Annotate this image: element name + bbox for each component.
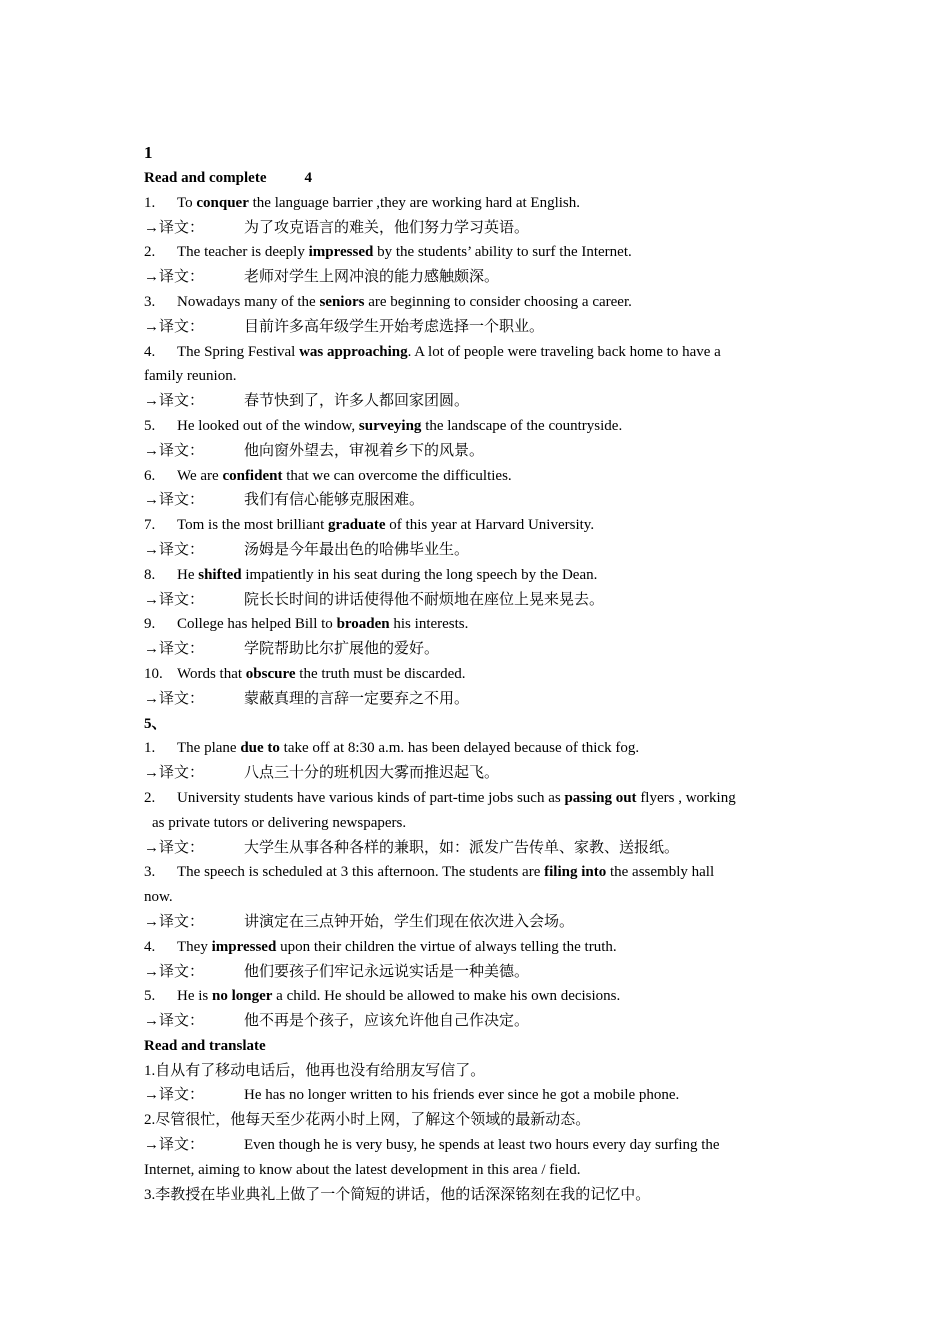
translation-label: →译文： bbox=[144, 963, 205, 980]
keyword: due to bbox=[240, 740, 280, 757]
translation-label: →译文： bbox=[144, 765, 205, 782]
keyword: shifted bbox=[198, 566, 242, 583]
part1-item bbox=[144, 414, 807, 464]
sentence bbox=[144, 414, 807, 439]
keyword: impressed bbox=[308, 244, 374, 261]
item-number: 8. bbox=[144, 566, 156, 583]
translation-label: →译文： bbox=[144, 219, 205, 236]
sentence-text: of this year at Harvard University. bbox=[385, 517, 595, 534]
sentence-text: He is bbox=[177, 988, 212, 1005]
translation-label: →译文： bbox=[144, 1087, 205, 1104]
keyword: confident bbox=[222, 467, 283, 484]
keyword: conquer bbox=[196, 194, 249, 211]
sentence-text: They bbox=[177, 938, 212, 955]
translation bbox=[144, 488, 807, 513]
sentence-text: the truth must be discarded. bbox=[295, 665, 466, 682]
translation-text: 春节快到了，许多人都回家团圆。 bbox=[244, 393, 470, 410]
translation-text: 院长长时间的讲话使得他不耐烦地在座位上晃来晃去。 bbox=[244, 591, 605, 608]
translation-text: 他不再是个孩子，应该允许他自己作决定。 bbox=[244, 1013, 530, 1030]
translation-label: →译文： bbox=[144, 839, 205, 856]
translation-label: →译文： bbox=[144, 641, 205, 658]
translation-text: He has no longer written to his friends ever since he got a mobile phone. bbox=[244, 1087, 680, 1104]
keyword: passing out bbox=[564, 789, 637, 806]
part1-heading-text: Read and complete bbox=[144, 170, 267, 186]
translation-text: 我们有信心能够克服困难。 bbox=[244, 492, 425, 509]
translation-label: →译文： bbox=[144, 492, 205, 509]
translation-label: →译文： bbox=[144, 393, 205, 410]
part2-item bbox=[144, 984, 807, 1034]
sentence-continuation: now. bbox=[144, 889, 173, 906]
sentence-text: Nowadays many of the bbox=[177, 293, 320, 310]
sentence bbox=[144, 612, 807, 637]
item-number: 2. bbox=[144, 789, 156, 806]
part2-heading: 5、 bbox=[144, 715, 167, 732]
part2-item bbox=[144, 736, 807, 786]
item-number: 1. bbox=[144, 740, 156, 757]
translation bbox=[144, 439, 807, 464]
sentence bbox=[144, 240, 807, 265]
sentence bbox=[144, 736, 807, 761]
translation-text: 目前许多高年级学生开始考虑选择一个职业。 bbox=[244, 318, 545, 335]
sentence bbox=[144, 860, 807, 885]
translation-label: →译文： bbox=[144, 269, 205, 286]
translation bbox=[144, 836, 807, 861]
keyword: broaden bbox=[336, 616, 390, 633]
part1-item bbox=[144, 290, 807, 340]
item-number: 4. bbox=[144, 343, 156, 360]
exercise-number: 4 bbox=[304, 170, 312, 186]
source-sentence: 1.自从有了移动电话后，他再也没有给朋友写信了。 bbox=[144, 1062, 486, 1079]
sentence-text: by the students’ ability to surf the Internet. bbox=[373, 244, 632, 261]
item-number: 3. bbox=[144, 293, 156, 310]
part3-item bbox=[144, 1059, 807, 1109]
translation bbox=[144, 1009, 807, 1034]
item-number: 7. bbox=[144, 517, 156, 534]
sentence-text: his interests. bbox=[389, 616, 469, 633]
item-number: 1. bbox=[144, 194, 156, 211]
sentence bbox=[144, 984, 807, 1009]
sentence bbox=[144, 464, 807, 489]
translation-label: →译文： bbox=[144, 442, 205, 459]
sentence bbox=[144, 290, 807, 315]
sentence bbox=[144, 513, 807, 538]
translation bbox=[144, 1083, 807, 1108]
sentence-continuation: as private tutors or delivering newspapers. bbox=[152, 814, 407, 831]
translation-label: →译文： bbox=[144, 1137, 205, 1154]
item-number: 5. bbox=[144, 417, 156, 434]
part1-item bbox=[144, 612, 807, 662]
source-sentence: 2.尽管很忙，他每天至少花两小时上网，了解这个领域的最新动态。 bbox=[144, 1112, 591, 1129]
sentence-text: flyers , working bbox=[636, 789, 736, 806]
translation-text: 学院帮助比尔扩展他的爱好。 bbox=[244, 641, 440, 658]
sentence-text: The speech is scheduled at 3 this afternoon. The students are bbox=[177, 864, 545, 881]
translation-label: →译文： bbox=[144, 690, 205, 707]
sentence-text: He looked out of the window, bbox=[177, 417, 359, 434]
translation bbox=[144, 538, 807, 563]
translation-text: 他向窗外望去，审视着乡下的风景。 bbox=[244, 442, 485, 459]
source-sentence: 3.李教授在毕业典礼上做了一个简短的讲话，他的话深深铭刻在我的记忆中。 bbox=[144, 1186, 651, 1203]
translation-label: →译文： bbox=[144, 1013, 205, 1030]
sentence-text: We are bbox=[177, 467, 223, 484]
translation bbox=[144, 910, 807, 935]
item-number: 4. bbox=[144, 938, 156, 955]
item-number: 5. bbox=[144, 988, 156, 1005]
sentence-text: that we can overcome the difficulties. bbox=[282, 467, 512, 484]
part1-item bbox=[144, 662, 807, 712]
sentence-text: upon their children the virtue of always telling the truth. bbox=[276, 938, 617, 955]
part3-item bbox=[144, 1183, 807, 1208]
translation-text: 蒙蔽真理的言辞一定要弃之不用。 bbox=[244, 690, 470, 707]
item-number: 9. bbox=[144, 616, 156, 633]
part2-item bbox=[144, 860, 807, 934]
part1-item bbox=[144, 563, 807, 613]
part1-heading bbox=[144, 166, 807, 191]
keyword: no longer bbox=[212, 988, 273, 1005]
sentence-text: . A lot of people were traveling back home to have a bbox=[407, 343, 721, 360]
keyword: filing into bbox=[544, 864, 607, 881]
translation-text: Even though he is very busy, he spends at least two hours every day surfing the bbox=[244, 1137, 720, 1154]
sentence-text: The teacher is deeply bbox=[177, 244, 309, 261]
translation-label: →译文： bbox=[144, 591, 205, 608]
keyword: obscure bbox=[245, 665, 296, 682]
part2-item bbox=[144, 935, 807, 985]
translation bbox=[144, 588, 807, 613]
sentence-text: take off at 8:30 a.m. has been delayed because of thick fog. bbox=[279, 740, 640, 757]
sentence-text: Tom is the most brilliant bbox=[177, 517, 329, 534]
keyword: impressed bbox=[211, 938, 277, 955]
sentence-text: the landscape of the countryside. bbox=[421, 417, 623, 434]
part1-item bbox=[144, 240, 807, 290]
sentence bbox=[144, 191, 807, 216]
sentence bbox=[144, 662, 807, 687]
item-number: 6. bbox=[144, 467, 156, 484]
translation-text: 讲演定在三点钟开始，学生们现在依次进入会场。 bbox=[244, 913, 575, 930]
translation-text: 老师对学生上网冲浪的能力感触颇深。 bbox=[244, 269, 500, 286]
section-number: 1 bbox=[144, 143, 153, 162]
translation bbox=[144, 216, 807, 241]
item-number: 10. bbox=[144, 665, 163, 682]
sentence bbox=[144, 563, 807, 588]
translation-text: 大学生从事各种各样的兼职，如：派发广告传单、家教、送报纸。 bbox=[244, 839, 680, 856]
translation bbox=[144, 315, 807, 340]
sentence-continuation: family reunion. bbox=[144, 368, 237, 385]
translation bbox=[144, 637, 807, 662]
translation-continuation: Internet, aiming to know about the latest development in this area / field. bbox=[144, 1161, 581, 1178]
sentence bbox=[144, 935, 807, 960]
document-page bbox=[144, 140, 807, 1207]
keyword: was approaching bbox=[299, 343, 408, 360]
translation-label: →译文： bbox=[144, 318, 205, 335]
part1-item bbox=[144, 464, 807, 514]
translation bbox=[144, 1133, 807, 1158]
part3-item bbox=[144, 1108, 807, 1182]
part3-heading: Read and translate bbox=[144, 1037, 266, 1054]
part1-item bbox=[144, 191, 807, 241]
translation bbox=[144, 265, 807, 290]
translation-label: →译文： bbox=[144, 541, 205, 558]
translation-text: 汤姆是今年最出色的哈佛毕业生。 bbox=[244, 541, 470, 558]
item-number: 2. bbox=[144, 244, 156, 261]
sentence-text: The plane bbox=[177, 740, 241, 757]
part1-item bbox=[144, 513, 807, 563]
sentence bbox=[144, 340, 807, 365]
item-number: 3. bbox=[144, 864, 156, 881]
sentence bbox=[144, 786, 807, 811]
translation bbox=[144, 389, 807, 414]
keyword: seniors bbox=[319, 293, 365, 310]
sentence-text: The Spring Festival bbox=[177, 343, 300, 360]
sentence-text: He bbox=[177, 566, 199, 583]
sentence-text: are beginning to consider choosing a career. bbox=[364, 293, 632, 310]
sentence-text: the assembly hall bbox=[606, 864, 715, 881]
sentence-text: Words that bbox=[177, 665, 246, 682]
translation bbox=[144, 761, 807, 786]
sentence-text: University students have various kinds of part-time jobs such as bbox=[177, 789, 565, 806]
part2-item bbox=[144, 786, 807, 860]
translation-text: 八点三十分的班机因大雾而推迟起飞。 bbox=[244, 765, 500, 782]
sentence-text: College has helped Bill to bbox=[177, 616, 337, 633]
keyword: surveying bbox=[358, 417, 422, 434]
translation-text: 为了攻克语言的难关，他们努力学习英语。 bbox=[244, 219, 530, 236]
translation-text: 他们要孩子们牢记永远说实话是一种美德。 bbox=[244, 963, 530, 980]
translation bbox=[144, 960, 807, 985]
sentence-text: the language barrier ,they are working hard at English. bbox=[248, 194, 581, 211]
keyword: graduate bbox=[328, 517, 386, 534]
translation bbox=[144, 687, 807, 712]
sentence-text: impatiently in his seat during the long speech by the Dean. bbox=[241, 566, 598, 583]
translation-label: →译文： bbox=[144, 913, 205, 930]
part1-item bbox=[144, 340, 807, 414]
sentence-text: a child. He should be allowed to make his own decisions. bbox=[272, 988, 621, 1005]
sentence-text: To bbox=[177, 194, 197, 211]
